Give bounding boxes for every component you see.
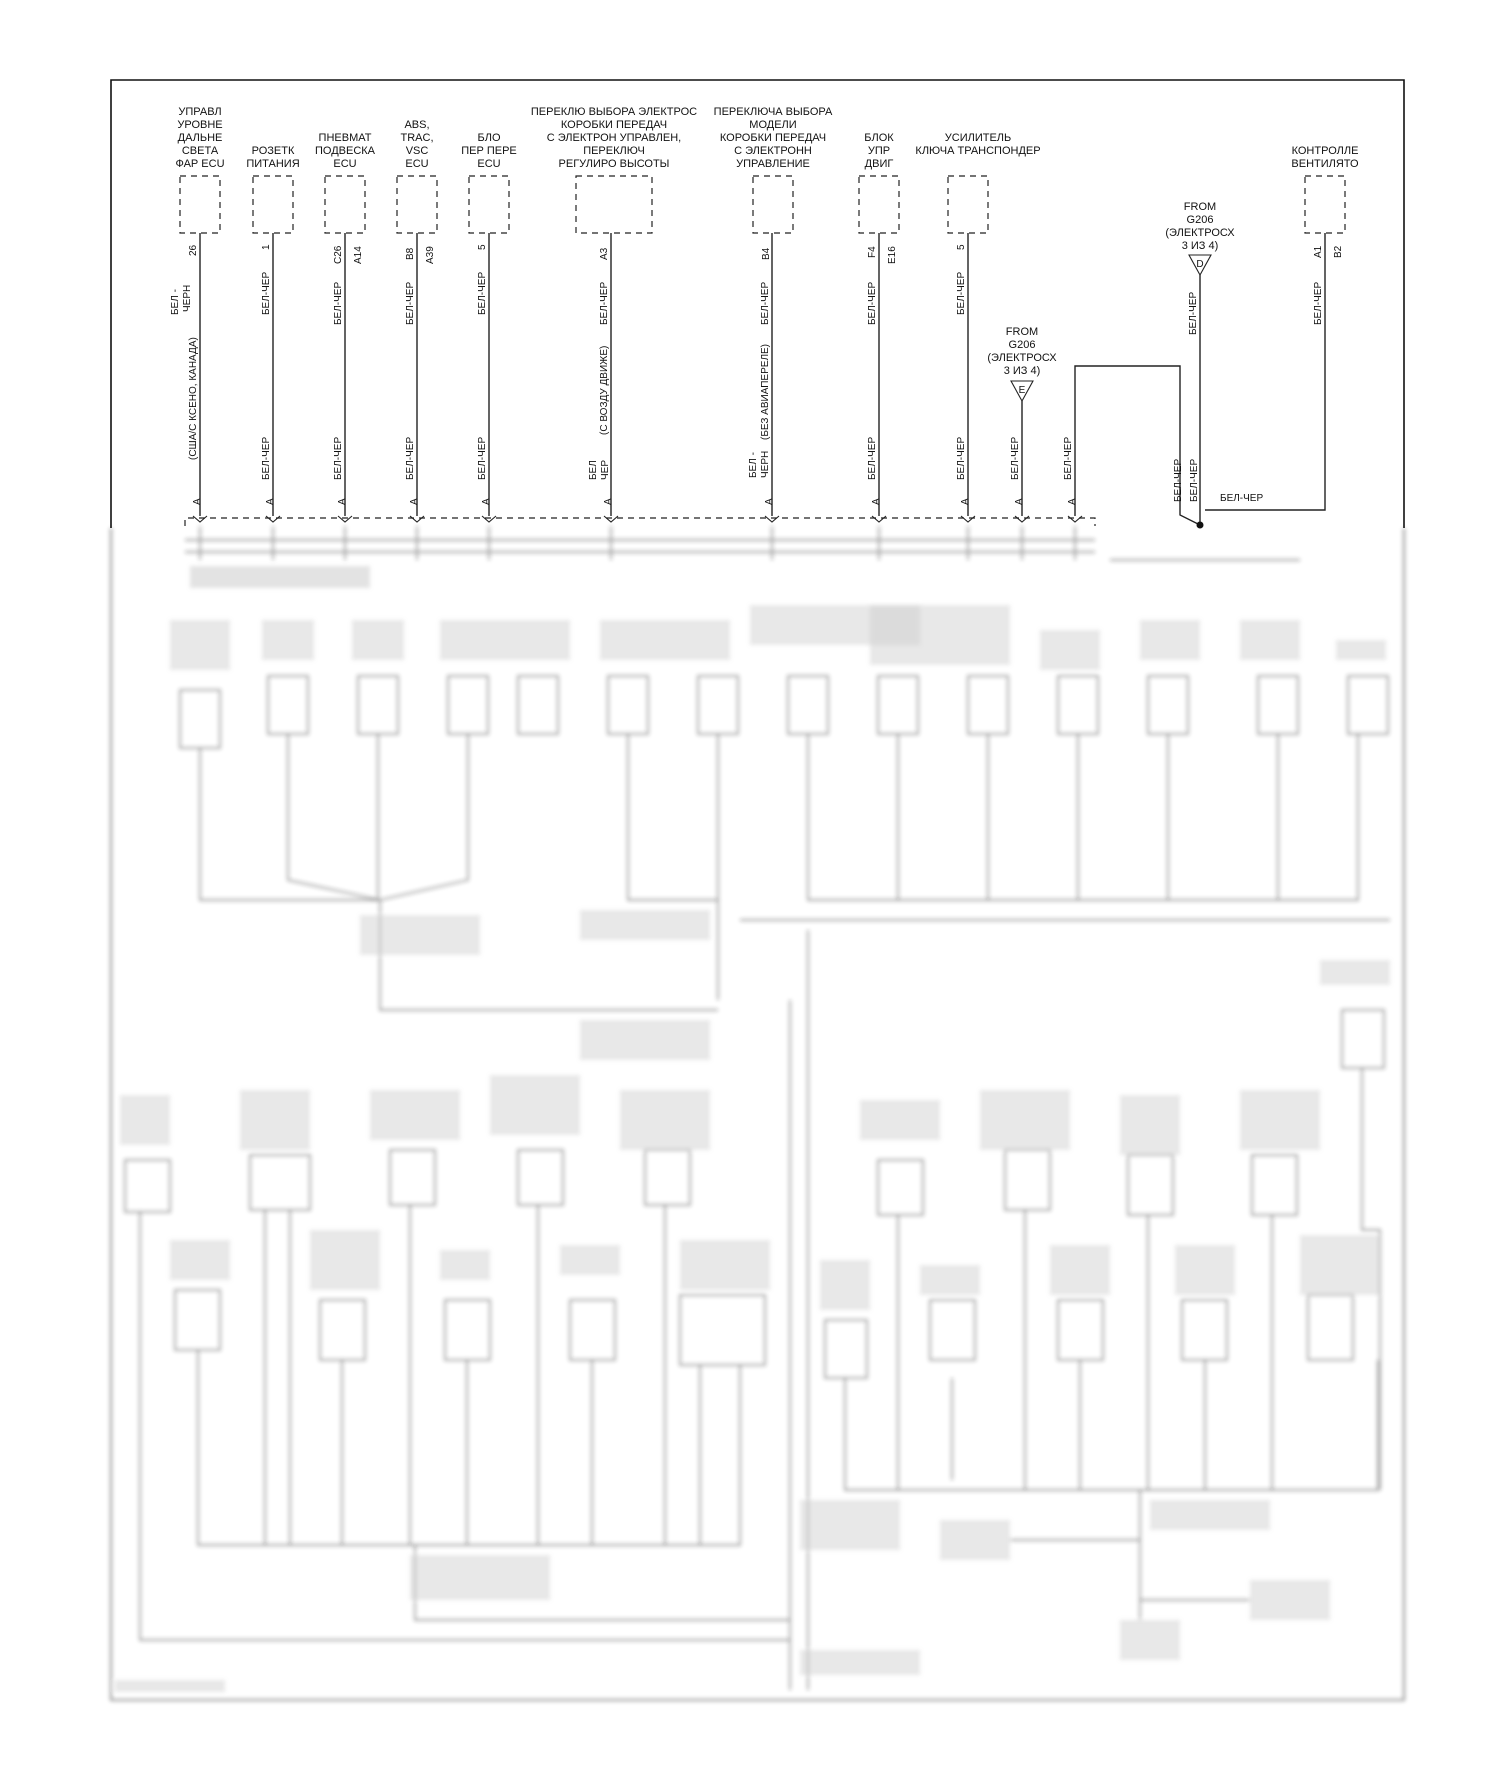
component-label-line: КЛЮЧА ТРАНСПОНДЕР	[915, 145, 1041, 157]
component-label-line: УПРАВЛ	[178, 106, 222, 118]
component-label-line: СВЕТА	[181, 145, 219, 157]
wire-note: (БЕЗ АВИАПЕРЕЛЕ)	[760, 343, 771, 440]
component-label-line: ПОДВЕСКА	[314, 145, 376, 157]
reference-text-line: 3 ИЗ 4)	[1003, 365, 1041, 377]
component-label-line: С ЭЛЕКТРОН УПРАВЛЕН,	[546, 132, 682, 144]
component-label-line: КОРОБКИ ПЕРЕДАЧ	[719, 132, 827, 144]
pin-number: E16	[887, 246, 898, 264]
connector-box	[859, 176, 899, 233]
wire-color-label: БЕЛ-ЧЕР	[477, 436, 488, 480]
component-headlamp-leveling-ecu	[170, 106, 225, 516]
wire-color-label: БЕЛ-ЧЕР	[1173, 458, 1184, 502]
pin-number: 26	[188, 244, 199, 256]
reference-text-line: G206	[1008, 339, 1036, 351]
component-label-line: ПНЕВМАТ	[318, 132, 372, 144]
connector-letter: A	[337, 498, 348, 505]
component-pattern-select-switch	[714, 106, 833, 516]
connector-box	[325, 176, 365, 233]
component-label-line: ПИТАНИЯ	[246, 158, 300, 170]
reference-text-line: FROM	[1183, 201, 1217, 213]
pin-number: B2	[1333, 245, 1344, 258]
reference-text-line: FROM	[1005, 326, 1039, 338]
connector-letter: A	[409, 498, 420, 505]
connector-row	[185, 516, 1095, 526]
wire-color-label: БЕЛ-ЧЕР	[760, 281, 771, 325]
connector-letter: A	[265, 498, 276, 505]
wire-color-label: БЕЛ	[588, 460, 599, 480]
pin-number: 5	[477, 244, 488, 250]
wire-color-label: БЕЛ-ЧЕР	[333, 436, 344, 480]
wire-color-label: ЧЕР	[600, 459, 611, 480]
component-label-line: ДАЛЬНЕ	[177, 132, 223, 144]
wire-color-label: ЧЕРН	[760, 450, 771, 478]
reference-text-line: G206	[1186, 214, 1214, 226]
component-label-line: ДВИГ	[864, 158, 894, 170]
wire-color-label: БЕЛ -	[170, 289, 181, 315]
connector-letter: A	[603, 498, 614, 505]
component-abs-trac-vsc-ecu	[397, 119, 437, 516]
connector-box	[753, 176, 793, 233]
connector-letter: A	[960, 498, 971, 505]
blurred-lower-diagram	[111, 526, 1404, 1700]
pin-number: C26	[333, 245, 344, 264]
wire-color-label: БЕЛ-ЧЕР	[956, 436, 967, 480]
component-label-line: С ЭЛЕКТРОНН	[734, 145, 812, 157]
component-label-line: УПРАВЛЕНИЕ	[736, 158, 810, 170]
component-label-line: VSC	[405, 145, 429, 157]
wire-note: (США/С КСЕНО, КАНАДА)	[188, 337, 199, 460]
connector-box	[397, 176, 437, 233]
connector-box	[948, 176, 988, 233]
component-label-line: ПЕРЕКЛЮЧ	[583, 145, 645, 157]
component-label-line: ФАР ECU	[175, 158, 225, 170]
component-engine-ecu	[859, 132, 899, 516]
wire-color-label: БЕЛ-ЧЕР	[261, 436, 272, 480]
component-label-line: ПЕРЕКЛЮЧА ВЫБОРА	[713, 106, 833, 118]
component-label-line: ВЕНТИЛЯТО	[1291, 158, 1359, 170]
component-label-line: ABS,	[404, 119, 430, 131]
pin-number: A14	[353, 246, 364, 264]
connector-letter: A	[192, 498, 203, 505]
component-label-line: МОДЕЛИ	[749, 119, 797, 131]
component-label-line: УПР	[867, 145, 891, 157]
connector-box	[469, 176, 509, 233]
component-label-line: БЛО	[477, 132, 501, 144]
wire-color-label: БЕЛ-ЧЕР	[1313, 281, 1324, 325]
pin-number: 5	[956, 244, 967, 250]
component-shift-selector-switch	[531, 106, 697, 516]
wire-color-label: БЕЛ-ЧЕР	[867, 436, 878, 480]
connector-box	[180, 176, 220, 233]
wire-color-label: БЕЛ-ЧЕР	[1220, 493, 1264, 504]
reference-text-line: (ЭЛЕКТРОСХ	[987, 352, 1057, 364]
component-label-line: УСИЛИТЕЛЬ	[944, 132, 1012, 144]
wire-color-label: БЕЛ-ЧЕР	[1010, 436, 1021, 480]
component-label-line: ПЕРЕКЛЮ ВЫБОРА ЭЛЕКТРОС	[530, 106, 698, 118]
reference-text-line: 3 ИЗ 4)	[1181, 240, 1219, 252]
component-label-line: РЕГУЛИРО ВЫСОТЫ	[558, 158, 670, 170]
wire-color-label: БЕЛ-ЧЕР	[1188, 291, 1199, 335]
reference-letter: D	[1196, 259, 1204, 270]
splice-point	[1197, 522, 1204, 529]
connector-box	[253, 176, 293, 233]
component-fan-controller	[1205, 145, 1359, 510]
connector-letter: A	[764, 498, 775, 505]
wire-color-label: БЕЛ-ЧЕР	[333, 281, 344, 325]
component-label-line: ECU	[477, 158, 501, 170]
reference-text-line: (ЭЛЕКТРОСХ	[1165, 227, 1235, 239]
connector-letter: A	[1067, 498, 1078, 505]
wire-color-label: БЕЛ -	[748, 452, 759, 478]
wire-color-label: БЕЛ-ЧЕР	[956, 271, 967, 315]
component-label-line: РОЗЕТК	[251, 145, 295, 157]
from-reference-e	[987, 326, 1057, 516]
component-label-line: ECU	[333, 158, 357, 170]
pin-number: B4	[761, 247, 772, 260]
pin-number: F4	[867, 246, 878, 258]
wire-color-label: БЕЛ-ЧЕР	[261, 271, 272, 315]
wire-color-label: БЕЛ-ЧЕР	[599, 281, 610, 325]
pin-number: B8	[405, 247, 416, 260]
wire-color-label: БЕЛ-ЧЕР	[405, 436, 416, 480]
connector-letter: A	[1014, 498, 1025, 505]
component-label-line: ECU	[405, 158, 429, 170]
reference-letter: E	[1018, 385, 1026, 396]
connector-box	[576, 176, 652, 233]
component-transfer-ecu	[461, 132, 517, 516]
pin-number: A1	[1313, 245, 1324, 258]
wire-color-label: БЕЛ-ЧЕР	[405, 281, 416, 325]
wire-color-label: БЕЛ-ЧЕР	[1189, 458, 1200, 502]
component-label-line: ПЕР ПЕРЕ	[461, 145, 517, 157]
component-label-line: УРОВНЕ	[177, 119, 223, 131]
component-label-line: КОНТРОЛЛЕ	[1291, 145, 1359, 157]
connector-box	[1305, 176, 1345, 233]
connector-letter: A	[481, 498, 492, 505]
wire-note: (С ВОЗДУ ДВИЖЕ)	[599, 345, 610, 435]
wire-color-label: БЕЛ-ЧЕР	[867, 281, 878, 325]
pin-number: A3	[599, 247, 610, 260]
connector-letter: A	[871, 498, 882, 505]
pin-number: 1	[261, 244, 272, 250]
component-label-line: КОРОБКИ ПЕРЕДАЧ	[560, 119, 668, 131]
component-label-line: TRAC,	[400, 132, 434, 144]
pin-number: A39	[425, 246, 436, 264]
wire-color-label: ЧЕРН	[182, 284, 193, 312]
component-label-line: БЛОК	[864, 132, 894, 144]
wire-color-label: БЕЛ-ЧЕР	[477, 271, 488, 315]
wire-color-label: БЕЛ-ЧЕР	[1063, 436, 1074, 480]
component-power-outlet	[246, 145, 299, 516]
component-air-suspension-ecu	[315, 132, 376, 516]
